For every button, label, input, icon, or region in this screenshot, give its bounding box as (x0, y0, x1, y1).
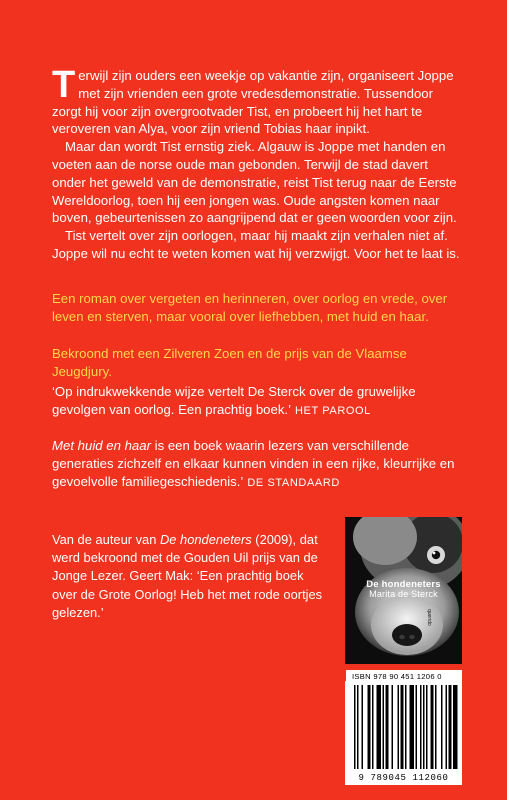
blurb-paragraph-2: Maar dan wordt Tist ernstig ziek. Algauw is Joppe met handen en voeten aan de norse oude man gebonden. Terwijl de stad davert onder het geweld van de demonstratie, reist Tist terug naar de Eerste Wereldoorlog, toen hij een jongen was. Oude angsten komen naar boven, gebeurtenissen zo aangrijpend dat er geen woorden voor zijn. (52, 139, 457, 226)
barcode-bar (368, 685, 371, 769)
barcode-bar (362, 685, 364, 769)
barcode-bar (426, 685, 428, 769)
review-source: HET PAROOL (295, 404, 371, 417)
barcode-bar (423, 685, 425, 769)
promo-text: (2009), dat werd bekroond met de Gouden Uil prijs van de Jonge Lezer. Geert Mak: ‘Een prachtig boek over de Grote Oorlog! Heb het met rode oortjes gelezen.’ (52, 531, 323, 620)
drop-cap: T (52, 64, 76, 106)
review-quote-text: ‘Op indrukwekkende wijze vertelt De Sterck over de gruwelijke gevolgen van oorlog. Een prachtig boek.’ (52, 384, 416, 417)
publisher-mark: querido (426, 609, 432, 626)
author-promo (52, 531, 332, 622)
barcode-bar (354, 685, 356, 769)
previous-book-cover (345, 517, 462, 664)
barcode-bar (392, 685, 394, 769)
review-source: DE STANDAARD (247, 476, 340, 489)
barcode-bar (401, 685, 404, 769)
barcode-bar (377, 685, 382, 769)
barcode-digits: 9 789045 112060 (345, 772, 462, 785)
blurb-paragraph-1-text: erwijl zijn ouders een weekje op vakantie zijn, organiseert Joppe met zijn vrienden een grote vredesdemonstratie. Tussendoor zorgt hij voor zijn overgrootvader Tist, en probeert hij het hart te veroveren van Alya, voor zijn vriend Tobias haar inpikt. (52, 68, 454, 137)
barcode-bar (446, 685, 448, 769)
barcode-bar (405, 685, 407, 769)
blurb-paragraph-3: Tist vertelt over zijn oorlogen, maar hij maakt zijn verhalen niet af. Joppe wil nu echt te weten komen wat hij verzwijgt. Voor het te laat is. (52, 228, 460, 261)
barcode-bar (453, 685, 458, 769)
thumbnail-author: Marita de Sterck (369, 589, 438, 599)
barcode-bar (449, 685, 452, 769)
thumbnail-title: De hondeneters (366, 579, 441, 590)
barcode-bar (416, 685, 418, 769)
barcode-bar (420, 685, 422, 769)
award-text: Bekroond met een Zilveren Zoen en de prijs van de Vlaamse Jeugdjury. (52, 346, 407, 379)
book-title-italic: Met huid en haar (52, 438, 151, 453)
promo-prefix: Van de auteur van (52, 531, 160, 547)
review-quote-parool (52, 383, 464, 421)
barcode-bar (383, 685, 385, 769)
barcode-icon (345, 681, 462, 785)
promo-book-title: De hondeneters (159, 531, 252, 547)
barcode-bar (441, 685, 443, 769)
barcode-bar (410, 685, 415, 769)
barcode-bar (435, 685, 437, 769)
barcode-bars (345, 681, 462, 773)
isbn-label: ISBN 978 90 451 1206 0 (346, 670, 462, 682)
tagline: Een roman over vergeten en herinneren, over oorlog en vrede, over leven en sterven, maar vooral over liefhebben, met huid en haar. (52, 291, 448, 324)
barcode-bar (398, 685, 400, 769)
blurb (52, 64, 464, 263)
review-quote-standaard (52, 437, 464, 492)
barcode-bar (372, 685, 374, 769)
barcode-bar (386, 685, 389, 769)
blurb-paragraph-1 (52, 64, 464, 138)
barcode-bar (357, 685, 359, 769)
review-quote-text: is een boek waarin lezers van verschillende generaties zichzelf en elkaar kunnen vinden in een rijke, kleurrijke en gevoelvolle familiegeschiedenis.’ (52, 438, 455, 489)
barcode-bar (431, 685, 434, 769)
